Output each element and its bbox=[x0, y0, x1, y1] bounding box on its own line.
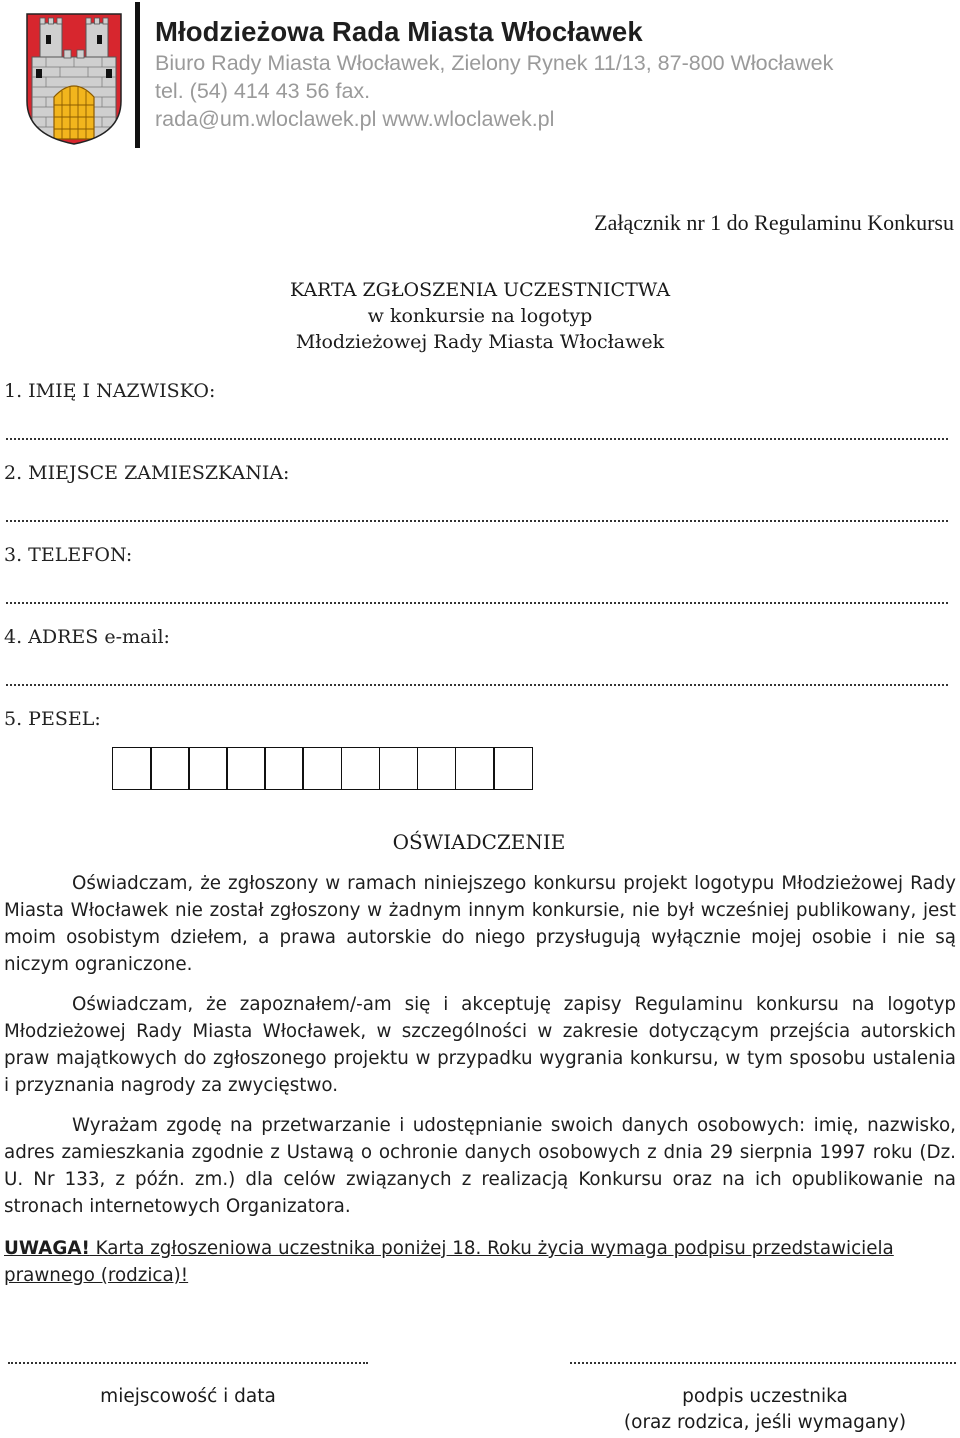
consent-paragraph: Wyrażam zgodę na przetwarzanie i udostępnianie swoich danych osobowych: imię, nazwisko, adres zamieszkania zgodnie z Ustawą o ochronie danych osobowych z dnia 29 sierpnia 1997 roku (Dz. U. Nr 133, z późn. zm.) dla celów związanych z realizacją Konkursu oraz na ich opublikowanie na stronach internetowych Organizatora. bbox=[4, 1115, 956, 1217]
warning-paragraph bbox=[4, 1235, 956, 1289]
annex-note: Załącznik nr 1 do Regulaminu Konkursu bbox=[594, 210, 954, 235]
place-date-fill-line[interactable] bbox=[8, 1362, 368, 1364]
declaration-paragraph-1: Oświadczam, że zgłoszony w ramach niniejszego konkursu projekt logotypu Młodzieżowej Rady Miasta Włocławek nie został zgłoszony w żadnym innym konkursie, nie był wcześniej publikowany, jest moim osobistym dziełem, a prawa autorskie do niego przysługują wyłącznie mojej osobie i nie są niczym ograniczone. bbox=[4, 873, 956, 975]
warning-text: Karta zgłoszeniowa uczestnika poniżej 18. Roku życia wymaga podpisu przedstawiciela prawnego (rodzica)! bbox=[4, 1238, 894, 1286]
pesel-digit-box[interactable] bbox=[493, 747, 533, 790]
pesel-digit-box[interactable] bbox=[226, 747, 266, 790]
place-date-label: miejscowość i data bbox=[100, 1386, 276, 1407]
declaration-paragraph-2: Oświadczam, że zapoznałem/-am się i akceptuję zapisy Regulaminu konkursu na logotyp Młodzieżowej Rady Miasta Włocławek, w szczególności w zakresie dotyczącym przejścia autorskich praw majątkowych do zgłoszonego projektu w przypadku wygrania konkursu, w tym sposobu ustalenia i przyznania nagrody za zwycięstwo. bbox=[4, 994, 956, 1096]
phone-line: tel. (54) 414 43 56 fax. bbox=[155, 79, 371, 103]
pesel-digit-box[interactable] bbox=[379, 747, 419, 790]
field-label-pesel: 5. PESEL: bbox=[4, 708, 101, 730]
field-label-residence: 2. MIEJSCE ZAMIESZKANIA: bbox=[4, 462, 290, 484]
pesel-digit-box[interactable] bbox=[341, 747, 381, 790]
pesel-digit-box[interactable] bbox=[455, 747, 495, 790]
signature-label: podpis uczestnika bbox=[682, 1386, 848, 1407]
phone-fill-line[interactable] bbox=[6, 602, 948, 604]
warning-label: UWAGA! bbox=[4, 1238, 90, 1259]
form-title-line-3: Młodzieżowej Rady Miasta Włocławek bbox=[295, 331, 665, 353]
contact-line: rada@um.wloclawek.pl www.wloclawek.pl bbox=[155, 107, 555, 131]
field-label-name: 1. IMIĘ I NAZWISKO: bbox=[4, 380, 216, 402]
email-fill-line[interactable] bbox=[6, 684, 948, 686]
pesel-digit-box[interactable] bbox=[150, 747, 190, 790]
pesel-digit-box[interactable] bbox=[417, 747, 457, 790]
pesel-digit-box[interactable] bbox=[112, 747, 152, 790]
header-divider bbox=[135, 2, 140, 148]
address-line: Biuro Rady Miasta Włocławek, Zielony Rynek 11/13, 87-800 Włocławek bbox=[155, 51, 834, 75]
form-title-line-2: w konkursie na logotyp bbox=[367, 305, 593, 327]
pesel-digit-box[interactable] bbox=[264, 747, 304, 790]
pesel-boxes bbox=[112, 747, 533, 790]
residence-fill-line[interactable] bbox=[6, 520, 948, 522]
pesel-digit-box[interactable] bbox=[302, 747, 342, 790]
form-title-line-1: KARTA ZGŁOSZENIA UCZESTNICTWA bbox=[289, 279, 671, 301]
signature-note: (oraz rodzica, jeśli wymagany) bbox=[623, 1412, 907, 1433]
declaration-title: OŚWIADCZENIE bbox=[392, 830, 566, 854]
city-crest-logo bbox=[26, 13, 122, 145]
name-fill-line[interactable] bbox=[6, 438, 948, 440]
field-label-email: 4. ADRES e-mail: bbox=[4, 626, 170, 648]
pesel-digit-box[interactable] bbox=[188, 747, 228, 790]
signature-fill-line[interactable] bbox=[570, 1362, 956, 1364]
field-label-phone: 3. TELEFON: bbox=[4, 544, 133, 566]
organization-name: Młodzieżowa Rada Miasta Włocławek bbox=[155, 16, 643, 47]
